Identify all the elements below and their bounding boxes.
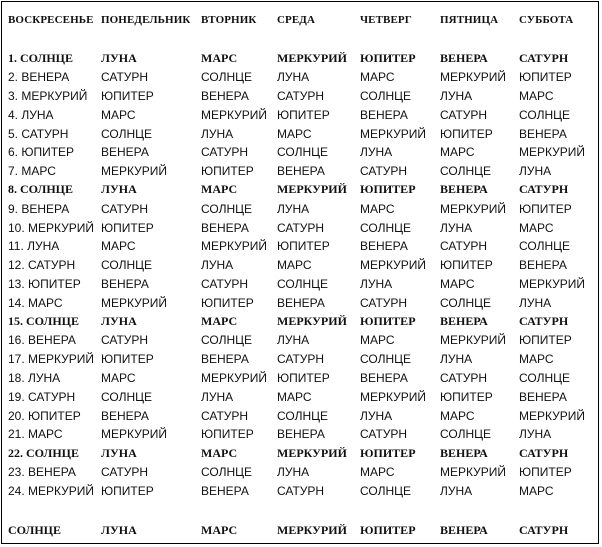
table-cell: ЛУНА [440,88,473,103]
header-wednesday: СРЕДА [277,14,316,26]
table-cell: ЛУНА [101,314,137,329]
footer-cell: МАРС [201,523,238,538]
table-cell: ЮПИТЕР [519,201,572,216]
header-thursday: ЧЕТВЕРГ [360,14,412,26]
table-cell: ЛУНА [201,389,234,404]
table-row [2,275,594,294]
table-cell: ЛУНА [360,276,393,291]
table-cell: СОЛНЦЕ [101,126,153,141]
table-cell: САТУРН [101,464,149,479]
table-cell: 9. ВЕНЕРА [8,201,70,216]
table-cell: 15. СОЛНЦЕ [8,314,80,329]
table-cell: МАРС [201,182,238,197]
footer-cell: ЛУНА [101,523,137,538]
table-cell: САТУРН [277,88,325,103]
footer-cell: САТУРН [519,523,569,538]
table-cell: МЕРКУРИЙ [277,445,347,460]
table-cell: ЮПИТЕР [201,427,254,442]
table-cell: МАРС [360,333,395,348]
table-cell: САТУРН [519,314,569,329]
table-cell: МАРС [101,239,136,254]
header-tuesday: ВТОРНИК [201,14,257,26]
footer-cell: МЕРКУРИЙ [277,523,347,538]
table-cell: 21. МАРС [8,427,63,442]
table-cell: ВЕНЕРА [440,182,488,197]
table-cell: 17. МЕРКУРИЙ [8,352,95,367]
table-cell: 7. МАРС [8,164,56,179]
table-cell: ЛУНА [277,70,310,85]
table-row [2,463,594,482]
table-cell: 18. ЛУНА [8,370,61,385]
table-row [2,425,594,444]
table-cell: МЕРКУРИЙ [201,107,268,122]
table-cell: ЛУНА [440,483,473,498]
table-cell: ВЕНЕРА [201,220,249,235]
table-row [2,162,594,181]
table-cell: ВЕНЕРА [440,445,488,460]
table-cell: 22. СОЛНЦЕ [8,445,80,460]
table-cell: ЛУНА [277,464,310,479]
table-row [2,369,594,388]
table-cell: СОЛНЦЕ [440,295,492,310]
table-row [2,68,594,87]
table-cell: МАРС [519,483,554,498]
table-cell: 11. ЛУНА [8,239,60,254]
table-cell: МАРС [360,70,395,85]
planetary-hours-table [2,10,594,540]
table-cell: МЕРКУРИЙ [440,333,507,348]
table-cell: ВЕНЕРА [201,352,249,367]
table-cell: СОЛНЦЕ [277,145,329,160]
table-cell: САТУРН [519,182,569,197]
table-cell: МЕРКУРИЙ [101,164,168,179]
table-cell: ЮПИТЕР [201,164,254,179]
table-row [2,49,594,68]
table-row [2,481,594,500]
table-cell: ВЕНЕРА [360,239,408,254]
table-cell: САТУРН [201,145,249,160]
table-cell: ЛУНА [440,220,473,235]
table-row [2,387,594,406]
table-cell: ЮПИТЕР [519,70,572,85]
table-cell: 1. СОЛНЦЕ [8,50,74,65]
table-cell: 4. ЛУНА [8,107,54,122]
table-cell: 13. ЮПИТЕР [8,276,81,291]
table-cell: СОЛНЦЕ [277,408,329,423]
table-cell: МЕРКУРИЙ [277,50,347,65]
table-cell: ЮПИТЕР [440,258,493,273]
footer-cell: СОЛНЦЕ [8,523,62,538]
table-cell: МЕРКУРИЙ [277,314,347,329]
header-monday: ПОНЕДЕЛЬНИК [101,14,191,26]
table-cell: СОЛНЦЕ [519,107,571,122]
table-cell: МЕРКУРИЙ [201,239,268,254]
table-cell: МАРС [519,88,554,103]
table-row [2,218,594,237]
table-cell: ЛУНА [277,333,310,348]
table-cell: 2. ВЕНЕРА [8,70,70,85]
table-cell: СОЛНЦЕ [201,201,253,216]
table-cell: МЕРКУРИЙ [360,389,427,404]
table-cell: МАРС [201,445,238,460]
table-cell: МЕРКУРИЙ [360,126,427,141]
table-cell: САТУРН [201,408,249,423]
table-row [2,444,594,463]
table-cell: СОЛНЦЕ [101,389,153,404]
table-cell: ЮПИТЕР [360,445,416,460]
table-cell: 6. ЮПИТЕР [8,145,75,160]
table-cell: САТУРН [360,295,408,310]
table-cell: МЕРКУРИЙ [101,295,168,310]
table-cell: СОЛНЦЕ [201,333,253,348]
header-sunday: ВОСКРЕСЕНЬЕ [8,14,94,26]
table-cell: САТУРН [277,483,325,498]
table-cell: ВЕНЕРА [519,258,567,273]
table-cell: САТУРН [519,50,569,65]
table-cell: ЛУНА [201,126,234,141]
table-cell: СОЛНЦЕ [201,464,253,479]
table-cell: ЮПИТЕР [277,107,330,122]
table-row [2,105,594,124]
table-row [2,181,594,200]
table-cell: ЮПИТЕР [277,239,330,254]
table-cell: ЛУНА [519,427,552,442]
table-row [2,331,594,350]
table-cell: ВЕНЕРА [101,276,149,291]
table-cell: ЮПИТЕР [519,333,572,348]
table-cell: ЮПИТЕР [101,352,154,367]
table-cell: СОЛНЦЕ [101,258,153,273]
table-cell: 12. САТУРН [8,258,76,273]
table-cell: ВЕНЕРА [440,314,488,329]
table-cell: МЕРКУРИЙ [440,70,507,85]
table-cell: 19. САТУРН [8,389,76,404]
table-cell: МАРС [440,145,475,160]
table-cell: ЛУНА [277,201,310,216]
table-cell: МАРС [277,389,312,404]
table-cell: ЮПИТЕР [360,50,416,65]
table-row [2,406,594,425]
table-cell: ЮПИТЕР [519,464,572,479]
table-cell: САТУРН [101,201,149,216]
footer-cell: ЮПИТЕР [360,523,416,538]
table-cell: ВЕНЕРА [360,107,408,122]
table-cell: МАРС [440,276,475,291]
table-cell: САТУРН [519,445,569,460]
table-cell: МАРС [519,352,554,367]
table-cell: ВЕНЕРА [277,427,325,442]
table-cell: ЛУНА [201,258,234,273]
table-cell: МАРС [201,50,238,65]
table-body [2,30,594,540]
table-cell: СОЛНЦЕ [277,276,329,291]
table-cell: МЕРКУРИЙ [440,464,507,479]
table-cell: МЕРКУРИЙ [519,276,586,291]
spacer-row [2,30,594,49]
table-cell: ЛУНА [101,182,137,197]
table-cell: СОЛНЦЕ [440,427,492,442]
table-cell: ЮПИТЕР [101,88,154,103]
table-cell: 10. МЕРКУРИЙ [8,220,95,235]
table-cell: МЕРКУРИЙ [360,258,427,273]
table-cell: СОЛНЦЕ [360,88,412,103]
table-cell: ЛУНА [440,352,473,367]
table-cell: САТУРН [201,276,249,291]
table-cell: ЛУНА [360,145,393,160]
table-cell: МАРС [519,220,554,235]
table-cell: ВЕНЕРА [101,145,149,160]
table-cell: 24. МЕРКУРИЙ [8,483,95,498]
table-row [2,87,594,106]
table-cell: 14. МАРС [8,295,63,310]
table-cell: ВЕНЕРА [277,295,325,310]
table-cell: СОЛНЦЕ [519,370,571,385]
table-cell: МЕРКУРИЙ [101,427,168,442]
table-cell: ЮПИТЕР [277,370,330,385]
table-cell: ЛУНА [101,445,137,460]
table-cell: ЛУНА [519,164,552,179]
table-cell: СОЛНЦЕ [360,220,412,235]
table-cell: МЕРКУРИЙ [440,201,507,216]
table-cell: СОЛНЦЕ [360,352,412,367]
table-cell: МАРС [360,201,395,216]
table-cell: ЮПИТЕР [201,295,254,310]
table-cell: МЕРКУРИЙ [277,182,347,197]
header-friday: ПЯТНИЦА [440,14,499,26]
table-cell: ВЕНЕРА [201,483,249,498]
table-cell: ВЕНЕРА [360,370,408,385]
table-cell: МАРС [201,314,238,329]
table-cell: САТУРН [101,70,149,85]
table-cell: МАРС [440,408,475,423]
table-cell: СОЛНЦЕ [360,483,412,498]
table-row [2,237,594,256]
table-row [2,350,594,369]
table-cell: МАРС [277,126,312,141]
table-cell: САТУРН [440,239,488,254]
footer-cell: ВЕНЕРА [440,523,488,538]
table-cell: МЕРКУРИЙ [519,408,586,423]
table-cell: ЛУНА [519,295,552,310]
table-cell: ВЕНЕРА [519,126,567,141]
table-cell: САТУРН [277,352,325,367]
table-cell: ЛУНА [360,408,393,423]
table-cell: САТУРН [360,164,408,179]
table-cell: ЮПИТЕР [101,483,154,498]
table-cell: 16. ВЕНЕРА [8,333,76,348]
table-row [2,143,594,162]
table-cell: ВЕНЕРА [201,88,249,103]
table-cell: СОЛНЦЕ [440,164,492,179]
table-row [2,312,594,331]
table-cell: ЮПИТЕР [440,389,493,404]
table-cell: 23. ВЕНЕРА [8,464,76,479]
table-cell: ЮПИТЕР [101,220,154,235]
table-cell: ВЕНЕРА [440,50,488,65]
table-row [2,256,594,275]
table-cell: САТУРН [440,107,488,122]
table-row [2,293,594,312]
table-cell: МАРС [277,258,312,273]
table-cell: САТУРН [101,333,149,348]
table-cell: САТУРН [440,370,488,385]
table-cell: ВЕНЕРА [277,164,325,179]
table-cell: ЮПИТЕР [360,314,416,329]
table-cell: ВЕНЕРА [101,408,149,423]
table-cell: ЛУНА [101,50,137,65]
header-row [2,10,594,30]
table-cell: МАРС [101,107,136,122]
table-cell: 3. МЕРКУРИЙ [8,88,88,103]
table-cell: МЕРКУРИЙ [519,145,586,160]
table-cell: СОЛНЦЕ [201,70,253,85]
table-cell: МАРС [101,370,136,385]
table-cell: ЮПИТЕР [360,182,416,197]
table-cell: СОЛНЦЕ [519,239,571,254]
table-cell: 8. СОЛНЦЕ [8,182,74,197]
table-cell: 5. САТУРН [8,126,69,141]
table-cell: ВЕНЕРА [519,389,567,404]
table-cell: МЕРКУРИЙ [201,370,268,385]
header-saturday: СУББОТА [519,14,574,26]
table-cell: 20. ЮПИТЕР [8,408,81,423]
table-cell: МАРС [360,464,395,479]
table-cell: ЮПИТЕР [440,126,493,141]
table-row [2,199,594,218]
table-cell: САТУРН [360,427,408,442]
table-row [2,124,594,143]
footer-row [2,500,594,540]
table-cell: САТУРН [277,220,325,235]
